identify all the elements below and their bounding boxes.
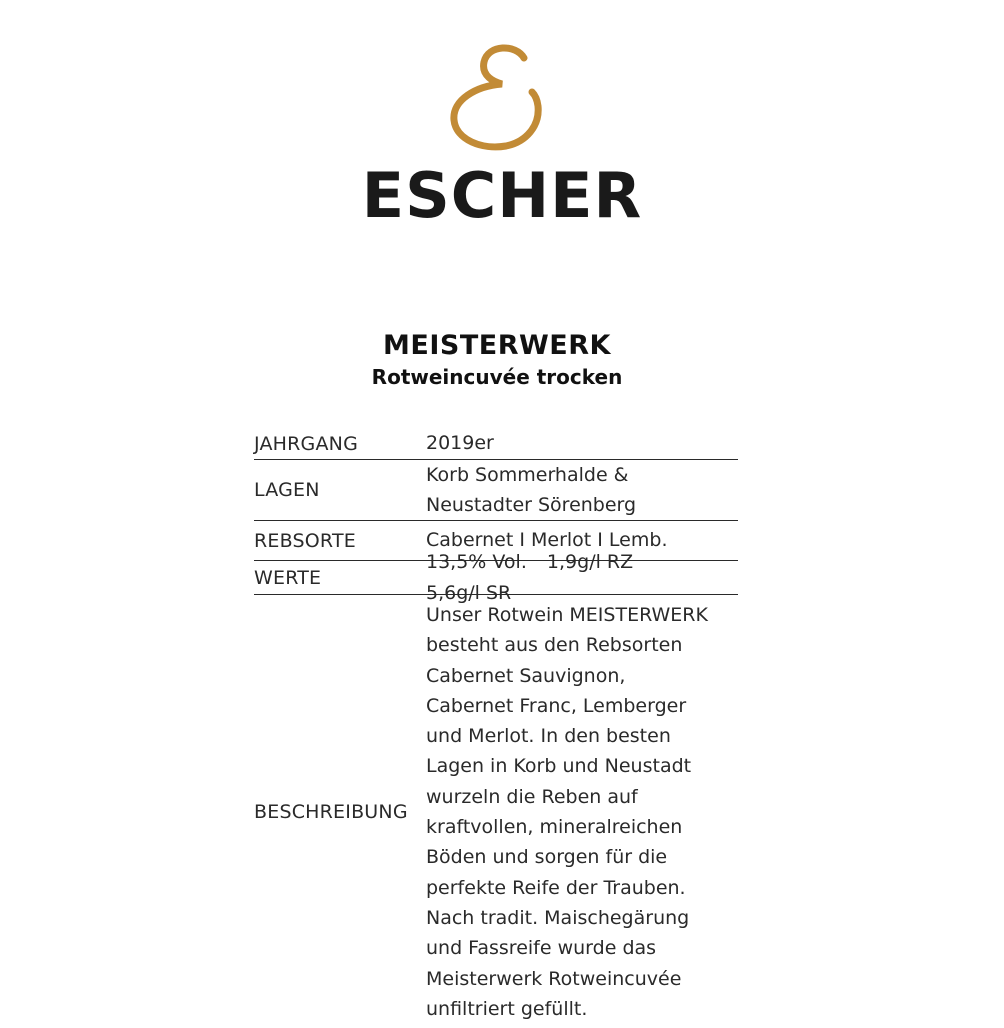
werte-residual-sugar: 1,9g/l RZ <box>546 551 634 574</box>
description-line: Cabernet Franc, Lemberger <box>426 694 687 717</box>
lagen-line: Neustadter Sörenberg <box>426 494 637 516</box>
spec-label-jahrgang: JAHRGANG <box>254 432 359 455</box>
spec-label-beschreibung: BESCHREIBUNG <box>254 801 408 824</box>
spec-label-lagen: LAGEN <box>254 479 320 501</box>
description-line: Cabernet Sauvignon, <box>426 664 626 687</box>
spec-table <box>254 428 738 1024</box>
lagen-line: Korb Sommerhalde & <box>426 463 629 486</box>
description-line: besteht aus den Rebsorten <box>426 634 683 657</box>
spec-value-jahrgang: 2019er <box>426 432 494 455</box>
brand-name: ESCHER <box>361 159 643 232</box>
product-title: MEISTERWERK <box>383 330 611 361</box>
spec-row-werte <box>254 551 738 604</box>
spec-label-rebsorte: REBSORTE <box>254 529 356 552</box>
description-line: Lagen in Korb und Neustadt <box>426 755 692 778</box>
description-line: Böden und sorgen für die <box>426 846 668 869</box>
werte-acidity: 5,6g/l SR <box>426 581 512 604</box>
spec-label-werte: WERTE <box>254 566 322 589</box>
spec-row-jahrgang <box>254 428 738 460</box>
description-line: kraftvollen, mineralreichen <box>426 816 683 839</box>
spec-row-beschreibung <box>254 595 738 1024</box>
spec-value-lagen <box>426 460 738 521</box>
description-line: und Fassreife wurde das <box>426 937 657 960</box>
description-line: Unser Rotwein MEISTERWERK <box>426 604 708 626</box>
description-line: Nach tradit. Maischegärung <box>426 906 690 929</box>
description-line: perfekte Reife der Trauben. <box>426 876 686 899</box>
description-line: wurzeln die Reben auf <box>426 785 638 808</box>
ampersand-e-logo-icon <box>436 40 556 160</box>
spec-value-rebsorte: Cabernet I Merlot I Lemb. <box>426 529 668 552</box>
description-line: unfiltriert gefüllt. <box>426 997 588 1020</box>
description-line: und Merlot. In den besten <box>426 725 671 748</box>
spec-value-beschreibung <box>426 600 738 1024</box>
description-line: Meisterwerk Rotweincuvée <box>426 967 682 990</box>
product-subtitle: Rotweincuvée trocken <box>371 365 623 389</box>
spec-value-werte <box>426 547 738 608</box>
werte-alcohol: 13,5% Vol. <box>426 551 527 574</box>
spec-row-lagen <box>254 460 738 521</box>
